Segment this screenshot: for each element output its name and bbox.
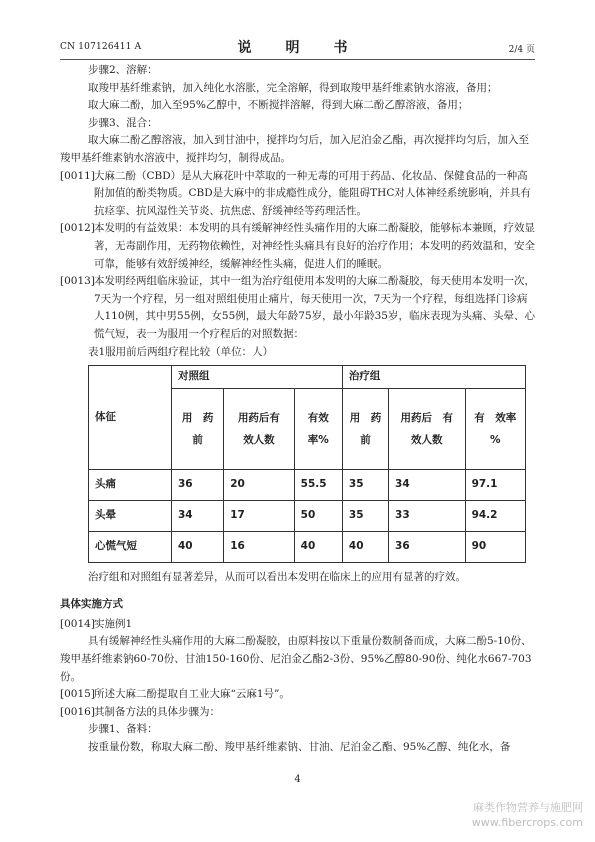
- comparison-table: [88, 365, 526, 563]
- paragraph-0012: [60, 220, 535, 273]
- paragraph-0015: [60, 686, 535, 704]
- paragraph-text: 本发明的有益效果：本发明的具有缓解神经性头痛作用的大麻二酚凝胶，能够标本兼顾，疗效显著，无毒副作用，无药物依赖性，对神经性头痛具有良好的治疗作用；本发明的药效温和，安全可靠，能够有效舒缓神经，缓解神经性头痛，促进人们的睡眠。: [94, 222, 535, 270]
- header-effective: 用药后有 效人数: [224, 388, 294, 469]
- paragraph-text: 实施例1: [94, 617, 133, 630]
- paragraph-text: 所述大麻二酚提取自工业大麻“云麻1号”。: [94, 688, 290, 701]
- table-row: [89, 531, 526, 562]
- cell-treatment-before: 40: [342, 531, 388, 562]
- header-control-group: 对照组: [172, 366, 343, 389]
- paragraph-text: 本发明经两组临床验证，其中一组为治疗组使用本发明的大麻二酚凝胶，每天使用本发明一次，7天为一个疗程，另一组对照组使用止痛片，每天使用一次，7天为一个疗程，每组选择门诊病人110例，其中男55例，女55例，最大年龄75岁，最小年龄35岁，临床表现为头痛、头晕、心慌气短，表一为服用一个疗程后的对照数据：: [94, 275, 535, 340]
- step2-line-a: 取羧甲基纤维素钠，加入纯化水溶胀，完全溶解，得到取羧甲基纤维素钠水溶液，备用；: [88, 81, 498, 94]
- page-header: [60, 37, 535, 57]
- paragraph-text: 其制备方法的具体步骤为：: [94, 705, 220, 718]
- cell-treatment-effective: 36: [389, 531, 466, 562]
- cell-control-effective: 17: [224, 500, 294, 531]
- header-treatment-group: 治疗组: [342, 366, 525, 389]
- step2-line-b: 取大麻二酚，加入至95%乙醇中，不断搅拌溶解，得到大麻二酚乙醇溶液，备用；: [88, 99, 469, 112]
- paragraph-number: [0016]: [60, 705, 95, 718]
- cell-symptom: 头痛: [89, 469, 172, 500]
- step3-title: 步骤3、混合：: [88, 116, 158, 129]
- cell-treatment-effective: 34: [389, 469, 466, 500]
- paragraph-0011: [60, 168, 535, 221]
- table-caption: 表1服用前后两组疗程比较（单位：人）: [88, 345, 274, 358]
- document-body: [60, 62, 535, 757]
- cell-treatment-before: 35: [342, 469, 388, 500]
- header-before-t: 用 药前: [342, 388, 388, 469]
- table-row: [89, 469, 526, 500]
- paragraph-number: [0013]: [60, 275, 95, 288]
- paragraph-0016: [60, 704, 535, 722]
- cell-control-rate: 40: [294, 531, 342, 562]
- cell-treatment-effective: 33: [389, 500, 466, 531]
- example1-body: 具有缓解神经性头痛作用的大麻二酚凝胶，由原料按以下重量份数制备而成，大麻二酚5-10份、羧甲基纤维素钠60-70份、甘油150-160份、尼泊金乙酯2-3份、95%乙醇80-90份、纯化水667-703份。: [60, 635, 532, 683]
- page-fraction: 2/4 页: [508, 45, 535, 55]
- header-divider: [60, 59, 535, 60]
- paragraph-0013: [60, 273, 535, 343]
- table-conclusion: 治疗组和对照组有显著差异，从而可以看出本发明在临床上的应用有显著的疗效。: [88, 570, 466, 583]
- section-title: 具体实施方式: [60, 598, 123, 611]
- paragraph-number: [0011]: [60, 169, 95, 182]
- cell-treatment-before: 35: [342, 500, 388, 531]
- header-rate: 有效率%: [294, 388, 342, 469]
- header-before: 用 药 前: [172, 388, 224, 469]
- table-group-row: [89, 366, 526, 389]
- page-number: 4: [294, 774, 301, 785]
- cell-control-before: 40: [172, 531, 224, 562]
- cell-treatment-rate: 90: [465, 531, 525, 562]
- paragraph-number: [0012]: [60, 222, 95, 235]
- page-title: 说 明 书: [237, 40, 358, 56]
- cell-control-before: 34: [172, 500, 224, 531]
- paragraph-text: 大麻二酚（CBD）是从大麻花叶中萃取的一种无毒的可用于药品、化妆品、保健食品的一种高附加值的酚类物质。CBD是大麻中的非成瘾性成分，能阻碍THC对人体神经系统影响，并具有抗痉挛、抗风湿性关节炎、抗焦虑、舒缓神经等药理活性。: [94, 169, 531, 217]
- cell-control-effective: 16: [224, 531, 294, 562]
- watermark: [472, 800, 583, 830]
- step3-line-a: 取大麻二酚乙醇溶液，加入到甘油中，搅拌均匀后，加入尼泊金乙酯，再次搅拌均匀后，加入至羧甲基纤维素钠水溶液中，搅拌均匀，制得成品。: [60, 134, 529, 164]
- watermark-title: 麻类作物营养与施肥网: [473, 801, 583, 814]
- paragraph-number: [0014]: [60, 617, 95, 630]
- step2-title: 步骤2、溶解：: [88, 64, 158, 76]
- cell-control-rate: 55.5: [294, 469, 342, 500]
- cell-control-rate: 50: [294, 500, 342, 531]
- cell-treatment-rate: 97.1: [465, 469, 525, 500]
- step1-text: 按重量份数，称取大麻二酚、羧甲基纤维素钠、甘油、尼泊金乙酯、95%乙醇、纯化水，备: [88, 741, 511, 754]
- cell-symptom: 头晕: [89, 500, 172, 531]
- cell-symptom: 心慌气短: [89, 531, 172, 562]
- header-rate-t: 有 效率 %: [465, 388, 525, 469]
- header-effective-t: 用药后 有 效人数: [389, 388, 466, 469]
- paragraph-number: [0015]: [60, 688, 95, 701]
- watermark-url: www.fibercrops.com: [471, 816, 583, 829]
- cell-control-before: 36: [172, 469, 224, 500]
- cell-control-effective: 20: [224, 469, 294, 500]
- header-symptom: 体征: [89, 366, 172, 470]
- table-row: [89, 500, 526, 531]
- cell-treatment-rate: 94.2: [465, 500, 525, 531]
- paragraph-0014: [60, 616, 535, 634]
- step1-title: 步骤1、备料：: [88, 723, 158, 736]
- patent-number: CN 107126411 A: [60, 42, 142, 52]
